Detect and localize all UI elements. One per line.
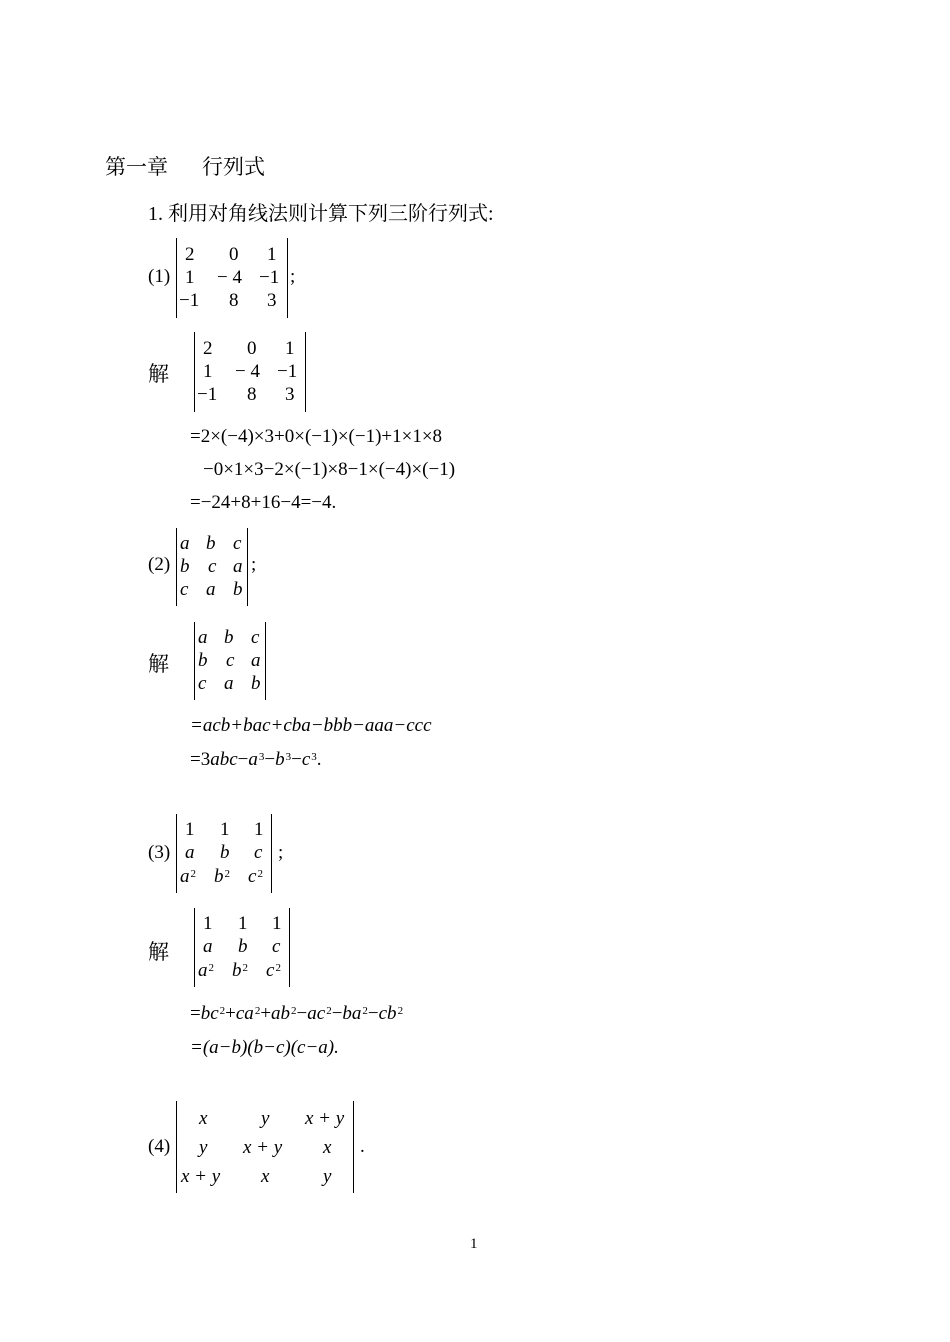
det-cell: $a^2$ (198, 960, 214, 981)
det-cell: a (198, 627, 208, 648)
solution-1-line-3: =−24+8+16−4=−4. (190, 492, 337, 513)
solution-1-label: 解 (148, 362, 169, 386)
solution-2-line-2: $=3abc-a^3-b^3-c^3$. (190, 749, 322, 770)
chapter-number: 第一章 (105, 155, 168, 179)
problem-4-determinant (176, 1101, 354, 1193)
det-cell: a (233, 556, 243, 577)
det-cell: b (198, 650, 208, 671)
det-cell: 0 (247, 338, 257, 359)
problem-1-end: ; (290, 266, 296, 287)
problem-1-label: (1) (148, 266, 171, 287)
det-cell: y (323, 1166, 332, 1187)
det-cell: b (220, 842, 230, 863)
det-cell: b (251, 673, 261, 694)
det-cell: a (206, 579, 216, 600)
det-cell: 1 (272, 913, 282, 934)
det-cell: − 4 (235, 361, 260, 382)
det-cell: y (261, 1108, 270, 1129)
problem-1-determinant (176, 238, 288, 318)
det-cell: c (198, 673, 207, 694)
det-cell: x + y (181, 1166, 221, 1187)
det-cell: −1 (259, 267, 280, 288)
det-cell: c (251, 627, 260, 648)
det-cell: x (261, 1166, 270, 1187)
problem-3-end: ; (278, 842, 284, 863)
problem-intro: 1. 利用对角线法则计算下列三阶行列式: (148, 203, 494, 225)
det-cell: x + y (305, 1108, 345, 1129)
solution-1-determinant (194, 332, 306, 412)
det-cell: c (180, 579, 189, 600)
det-cell: $a^2$ (180, 866, 196, 887)
solution-1-line-2: −0×1×3−2×(−1)×8−1×(−4)×(−1) (203, 459, 456, 480)
det-cell: y (199, 1137, 208, 1158)
solution-3-label: 解 (148, 940, 169, 964)
solution-1-line-1: =2×(−4)×3+0×(−1)×(−1)+1×1×8 (190, 426, 443, 447)
solution-3-line-2: =(a−b)(b−c)(c−a). (190, 1037, 339, 1058)
det-cell: b (206, 533, 216, 554)
det-cell: 1 (203, 913, 213, 934)
det-cell: 8 (247, 384, 257, 405)
det-cell: 1 (254, 819, 264, 840)
det-cell: 1 (185, 267, 195, 288)
det-cell: 2 (203, 338, 213, 359)
problem-2-label: (2) (148, 554, 171, 575)
det-cell: 1 (220, 819, 230, 840)
solution-3-determinant (194, 908, 290, 987)
det-cell: b (233, 579, 243, 600)
det-cell: x (323, 1137, 332, 1158)
det-cell: x (199, 1108, 208, 1129)
det-cell: −1 (277, 361, 298, 382)
det-cell: 8 (229, 290, 239, 311)
solution-2-label: 解 (148, 652, 169, 676)
det-cell: a (251, 650, 261, 671)
det-cell: − 4 (217, 267, 242, 288)
det-cell: c (233, 533, 242, 554)
det-cell: c (254, 842, 263, 863)
det-cell: 1 (203, 361, 213, 382)
det-cell: −1 (197, 384, 218, 405)
det-cell: b (224, 627, 234, 648)
page-number: 1 (470, 1236, 478, 1252)
det-cell: 2 (185, 244, 195, 265)
det-cell: 1 (185, 819, 195, 840)
det-cell: $b^2$ (214, 866, 230, 887)
det-cell: 1 (285, 338, 295, 359)
det-cell: 1 (238, 913, 248, 934)
chapter-title: 行列式 (202, 155, 265, 179)
solution-3-line-1: $=bc^2+ca^2+ab^2-ac^2-ba^2-cb^2$ (190, 1003, 404, 1024)
det-cell: c (226, 650, 235, 671)
det-cell: −1 (179, 290, 200, 311)
det-cell: a (224, 673, 234, 694)
det-cell: c (208, 556, 217, 577)
det-cell: $c^2$ (266, 960, 281, 981)
det-cell: b (238, 936, 248, 957)
det-cell: x + y (243, 1137, 283, 1158)
problem-4-label: (4) (148, 1136, 171, 1157)
det-cell: 3 (267, 290, 277, 311)
solution-2-determinant (194, 622, 266, 700)
problem-3-determinant (176, 814, 272, 893)
det-cell: $c^2$ (248, 866, 263, 887)
det-cell: 3 (285, 384, 295, 405)
det-cell: a (185, 842, 195, 863)
det-cell: a (203, 936, 213, 957)
det-cell: $b^2$ (232, 960, 248, 981)
det-cell: a (180, 533, 190, 554)
det-cell: 0 (229, 244, 239, 265)
det-cell: b (180, 556, 190, 577)
chapter-heading (105, 151, 265, 181)
problem-2-determinant (176, 528, 248, 606)
det-cell: c (272, 936, 281, 957)
problem-3-label: (3) (148, 842, 171, 863)
problem-4-end: . (360, 1136, 365, 1157)
problem-2-end: ; (251, 554, 257, 575)
det-cell: 1 (267, 244, 277, 265)
solution-2-line-1: =acb+bac+cba−bbb−aaa−ccc (190, 715, 432, 736)
